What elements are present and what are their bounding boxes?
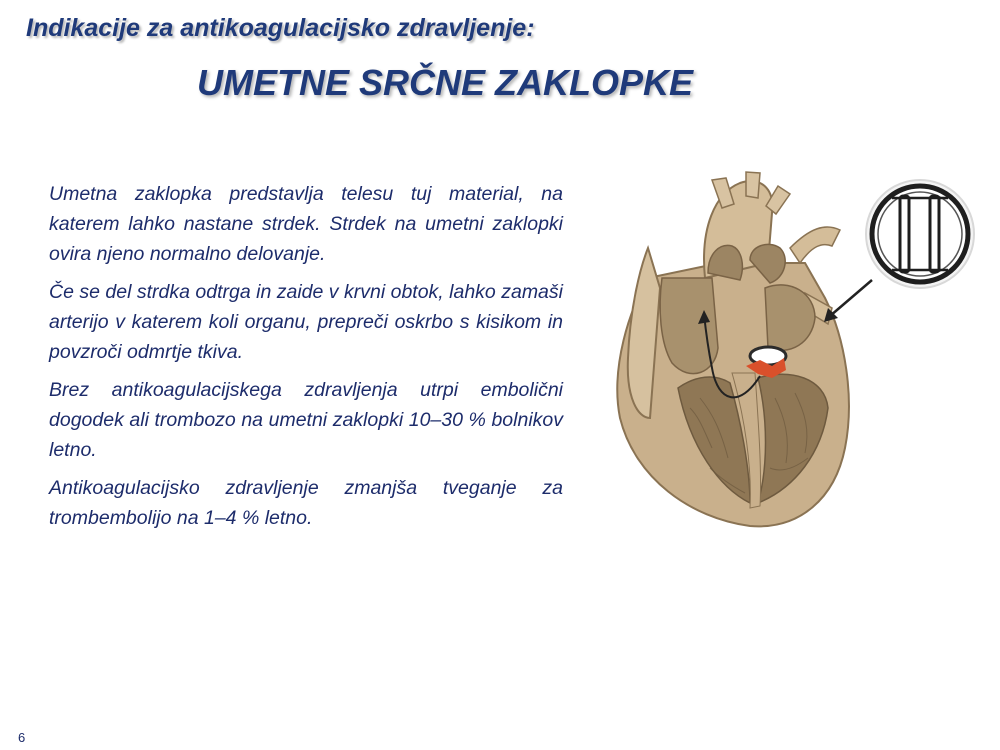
- arterial-branch-1: [712, 178, 734, 208]
- body-text: [49, 179, 563, 541]
- mechanical-valve-closeup: [866, 180, 974, 288]
- paragraph-risk-without-treatment: Brez antikoagulacijskega zdravljenja utrpi embolični dogodek ali trombozo na umetni zaklopki 10–30 % bolnikov letno.: [49, 379, 563, 461]
- arterial-branch-2: [746, 172, 760, 198]
- slide-heading: Indikacije za antikoagulacijsko zdravljenje:: [26, 14, 535, 42]
- paragraph-embolism: Če se del strdka odtrga in zaide v krvni obtok, lahko zamaši arterijo v katerem koli organu, prepreči oskrbo s kisikom in povzroči odmrtje tkiva.: [49, 281, 563, 363]
- slide-title: UMETNE SRČNE ZAKLOPKE: [196, 62, 694, 103]
- pulmonary-vessels: [790, 227, 840, 263]
- page-number: 6: [18, 730, 26, 745]
- arterial-branch-3: [766, 186, 790, 214]
- pointer-arrow-line: [830, 280, 872, 316]
- paragraph-risk-with-treatment: Antikoagulacijsko zdravljenje zmanjša tveganje za trombembolijo na 1–4 % letno.: [49, 477, 563, 529]
- heart-valve-illustration: [600, 168, 990, 538]
- paragraph-foreign-material: Umetna zaklopka predstavlja telesu tuj material, na katerem lahko nastane strdek. Strdek na umetni zaklopki ovira njeno normalno delovanje.: [49, 183, 563, 265]
